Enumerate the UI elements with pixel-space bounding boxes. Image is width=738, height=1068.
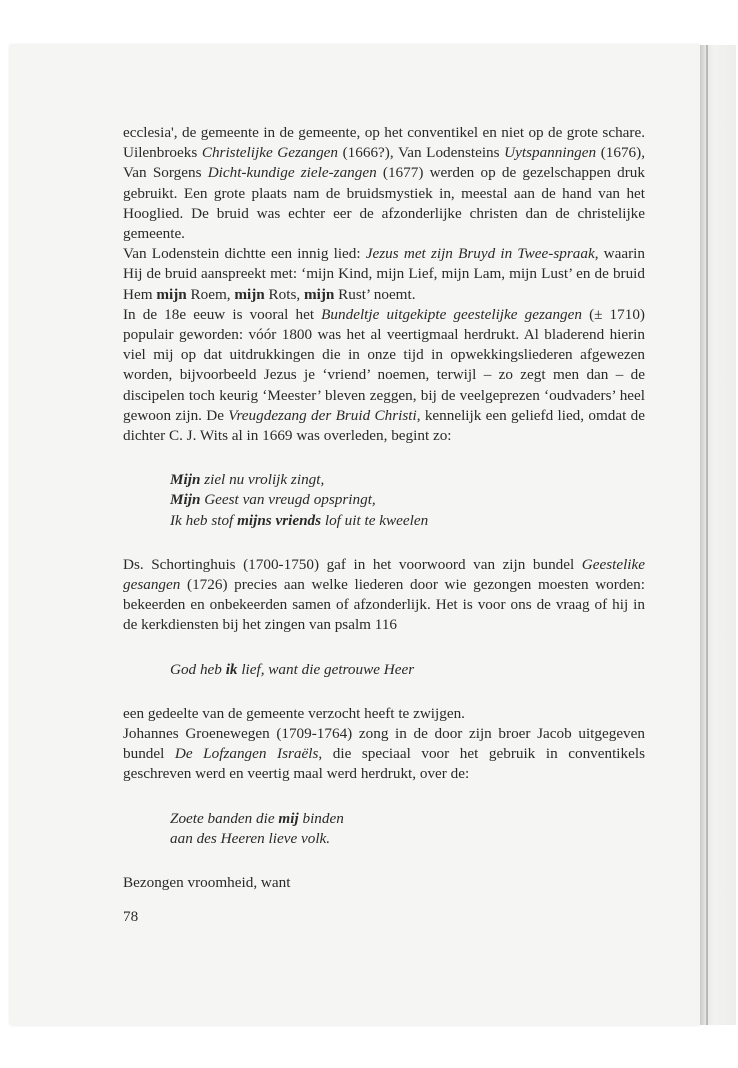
paragraph-schortinghuis xyxy=(123,555,645,636)
quote-line: aan des Heeren lieve volk. xyxy=(170,829,331,847)
title-jezus-met-zijn-bruyd: Jezus met zijn Bruyd in Twee-spraak xyxy=(365,245,595,263)
paragraph-van-lodenstein xyxy=(123,244,645,305)
text-run: lief, want die getrouwe Heer xyxy=(237,660,415,678)
emphasis-mij: mij xyxy=(278,809,299,827)
text-run: (1676), Van Sorgens xyxy=(123,144,646,182)
quote-zoete-banden xyxy=(123,809,645,849)
emphasis-mijn: mijn xyxy=(234,285,265,303)
quote-vreugdezang xyxy=(123,470,645,531)
text-run: Ik heb stof xyxy=(170,511,238,529)
title-bundeltje: Bundeltje uitgekipte geestelijke gezangen xyxy=(321,305,582,323)
quote-line xyxy=(170,660,645,680)
emphasis-mijn: Mijn xyxy=(170,491,201,509)
emphasis-mijn: mijn xyxy=(156,285,187,303)
text-run: (1666?), Van Lodensteins xyxy=(338,144,505,162)
quote-line xyxy=(170,511,645,531)
text-run: , die speciaal voor het gebruik in conventikels geschreven werd en veertig maal werd herdrukt, over de: xyxy=(123,745,645,783)
page-number: 78 xyxy=(123,908,139,925)
text-run: , waarin Hij de bruid aanspreekt met: ‘mijn Kind, mijn Lief, mijn Lam, mijn Lust’ en de bruid Hem xyxy=(123,245,645,303)
text-run: lof uit te kweelen xyxy=(321,511,429,529)
paragraph-zwijgen xyxy=(123,704,645,724)
text-run: Bezongen vroomheid, want xyxy=(123,874,291,892)
body-text xyxy=(123,123,645,893)
quote-line xyxy=(170,490,645,510)
quote-psalm-116 xyxy=(123,660,645,680)
text-run: (1677) werden op de gezelschappen druk gebruikt. Een grote plaats nam de bruidsmystiek in, meestal aan de hand van het Hooglied. De bruid was echter eer de afzonderlijke christen dan de christelijke gemeente. xyxy=(123,164,645,243)
title-vreugdezang: Vreugdezang der Bruid Christi xyxy=(228,406,417,424)
title-dicht-kundige-ziele-zangen: Dicht-kundige ziele-zangen xyxy=(207,164,377,182)
paragraph-bezongen xyxy=(123,873,645,893)
text-run: , kennelijk een geliefd lied, omdat de dichter C. J. Wits al in 1669 was overleden, begint zo: xyxy=(123,406,645,445)
title-geestelike-gesangen: Geestelike gesangen xyxy=(123,555,645,594)
text-run: ecclesia', de gemeente in de gemeente, op het conventikel en niet op de grote schare. Uilenbroeks xyxy=(123,124,645,162)
text-run: Rust’ noemt. xyxy=(334,285,416,303)
page-edge-line xyxy=(706,45,708,1025)
text-run: Van Lodenstein dichtte een innig lied: xyxy=(123,245,366,263)
title-uytspanningen: Uytspanningen xyxy=(504,144,597,162)
text-run: ziel nu vrolijk zingt, xyxy=(200,471,325,489)
quote-line xyxy=(170,809,645,829)
text-run: (± 1710) populair geworden: vóór 1800 was het al veertigmaal herdrukt. Al bladerend hierin viel mij op dat uitdrukkingen die in onze tijd in opwekkingsliederen afgewezen worden, bijvoorbeeld Jezus je ‘vriend’ noemen, terwijl – zo zegt men dan – de discipelen toch keurig ‘Meester’ bleven zeggen, bij de veelgeprezen ‘oudvaders’ heel gewoon zijn. De xyxy=(123,305,645,424)
title-de-lofzangen-israels: De Lofzangen Israëls xyxy=(174,745,319,763)
quote-line xyxy=(170,470,645,490)
title-christelijke-gezangen: Christelijke Gezangen xyxy=(201,144,339,162)
text-run: Ds. Schortinghuis (1700-1750) gaf in het voorwoord van zijn bundel xyxy=(123,555,582,573)
emphasis-ik: ik xyxy=(225,660,238,678)
paragraph-gezelschappen xyxy=(123,123,645,244)
paragraph-groenewegen xyxy=(123,724,645,785)
paragraph-18e-eeuw xyxy=(123,305,645,446)
emphasis-mijn: Mijn xyxy=(170,471,201,489)
text-run: Rots, xyxy=(264,285,304,303)
text-run: (1726) precies aan welke liederen door wie gezongen moesten worden: bekeerden en onbekeerden samen of afzonderlijk. Het is voor ons de vraag of hij in de kerkdiensten bij het zingen van psalm 116 xyxy=(123,576,645,634)
text-run: Geest van vreugd opspringt, xyxy=(200,491,376,509)
text-run: In de 18e eeuw is vooral het xyxy=(123,305,322,323)
text-run: God heb xyxy=(170,660,226,678)
text-run: binden xyxy=(298,809,344,827)
emphasis-mijn: mijn xyxy=(304,285,335,303)
text-run: een gedeelte van de gemeente verzocht heeft te zwijgen. xyxy=(123,704,465,722)
text-run: Johannes Groenewegen (1709-1764) zong in de door zijn broer Jacob uitgegeven bundel xyxy=(123,725,645,763)
text-run: Roem, xyxy=(186,285,235,303)
emphasis-mijns-vriends: mijns vriends xyxy=(237,511,322,529)
text-run: Zoete banden die xyxy=(170,809,279,827)
